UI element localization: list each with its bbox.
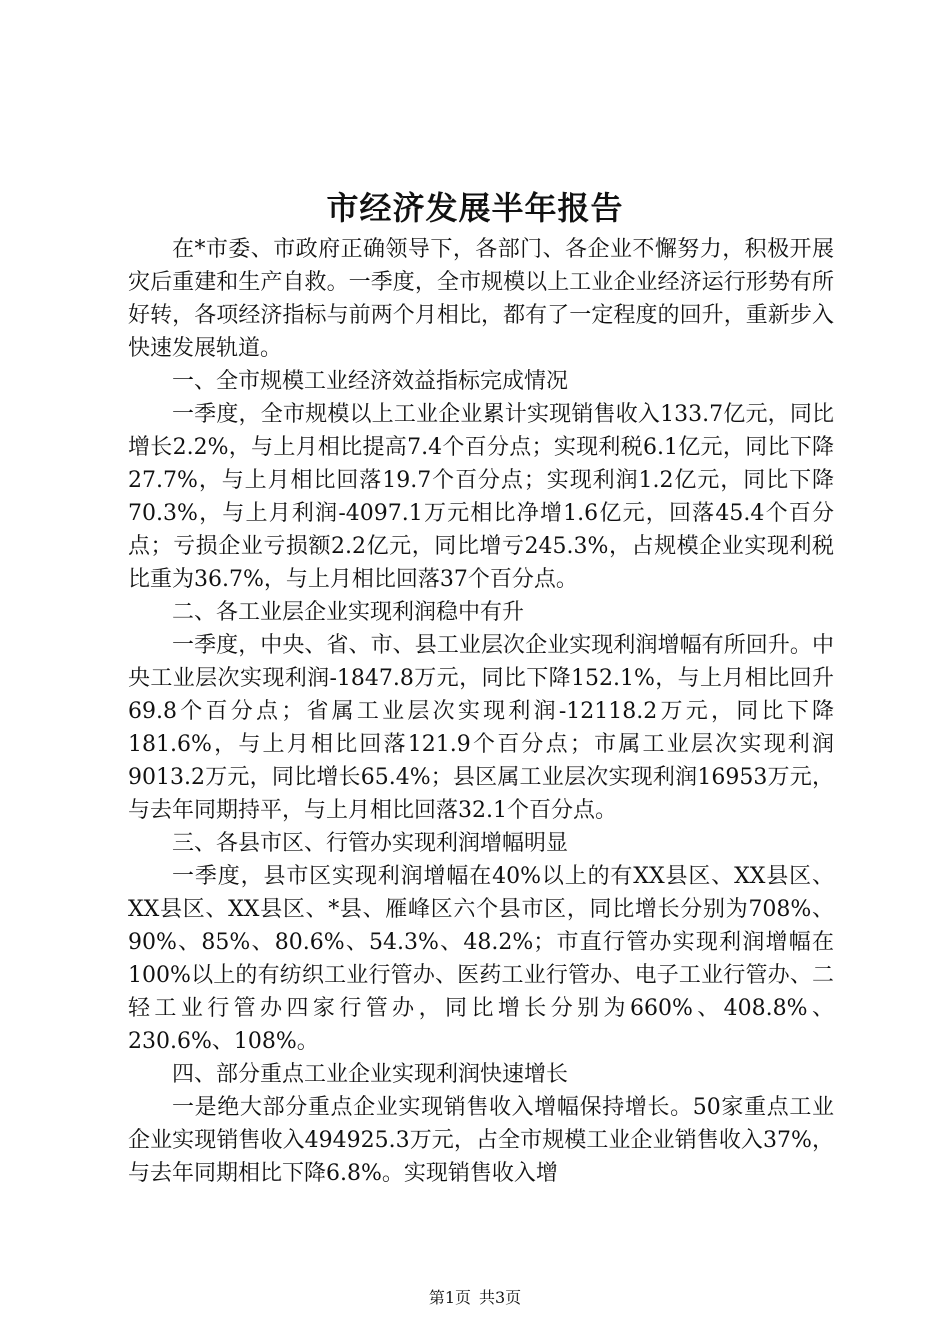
document-body bbox=[128, 233, 834, 1190]
page-total: 共3页 bbox=[479, 1288, 522, 1307]
section-heading-2: 二、各工业层企业实现利润稳中有升 bbox=[172, 600, 525, 625]
section-heading-1: 一、全市规模工业经济效益指标完成情况 bbox=[172, 369, 569, 394]
section-1-paragraph: 一季度，全市规模以上工业企业累计实现销售收入133.7亿元，同比增长2.2%，与上月相比提高7.4个百分点；实现利税6.1亿元，同比下降27.7%，与上月相比回落19.7个百分点；实现利润1.2亿元，同比下降70.3%，与上月利润-4097.1万元相比净增1.6亿元，回落45.4个百分点；亏损企业亏损额2.2亿元，同比增亏245.3%，占规模企业实现利税比重为36.7%，与上月相比回落37个百分点。 bbox=[128, 402, 834, 592]
intro-paragraph: 在*市委、市政府正确领导下，各部门、各企业不懈努力，积极开展灾后重建和生产自救。一季度，全市规模以上工业企业经济运行形势有所好转，各项经济指标与前两个月相比，都有了一定程度的回升，重新步入快速发展轨道。 bbox=[128, 237, 834, 361]
section-heading-4: 四、部分重点工业企业实现利润快速增长 bbox=[172, 1062, 569, 1087]
document-title: 市经济发展半年报告 bbox=[326, 189, 624, 227]
page-number: 第1页 bbox=[428, 1288, 471, 1307]
section-heading-3: 三、各县市区、行管办实现利润增幅明显 bbox=[172, 831, 569, 856]
section-2-paragraph: 一季度，中央、省、市、县工业层次企业实现利润增幅有所回升。中央工业层次实现利润-1847.8万元，同比下降152.1%，与上月相比回升69.8个百分点；省属工业层次实现利润-12118.2万元，同比下降181.6%，与上月相比回落121.9个百分点；市属工业层次实现利润9013.2万元，同比增长65.4%；县区属工业层次实现利润16953万元，与去年同期持平，与上月相比回落32.1个百分点。 bbox=[128, 633, 834, 823]
section-4-paragraph: 一是绝大部分重点企业实现销售收入增幅保持增长。50家重点工业企业实现销售收入494925.3万元，占全市规模工业企业销售收入37%，与去年同期相比下降6.8%。实现销售收入增 bbox=[128, 1095, 834, 1186]
page-footer bbox=[0, 1287, 950, 1309]
section-3-paragraph: 一季度，县市区实现利润增幅在40%以上的有XX县区、XX县区、XX县区、XX县区、*县、雁峰区六个县市区，同比增长分别为708%、90%、85%、80.6%、54.3%、48.2%；市直行管办实现利润增幅在100%以上的有纺织工业行管办、医药工业行管办、电子工业行管办、二轻工业行管办四家行管办，同比增长分别为660%、408.8%、230.6%、108%。 bbox=[128, 864, 834, 1054]
